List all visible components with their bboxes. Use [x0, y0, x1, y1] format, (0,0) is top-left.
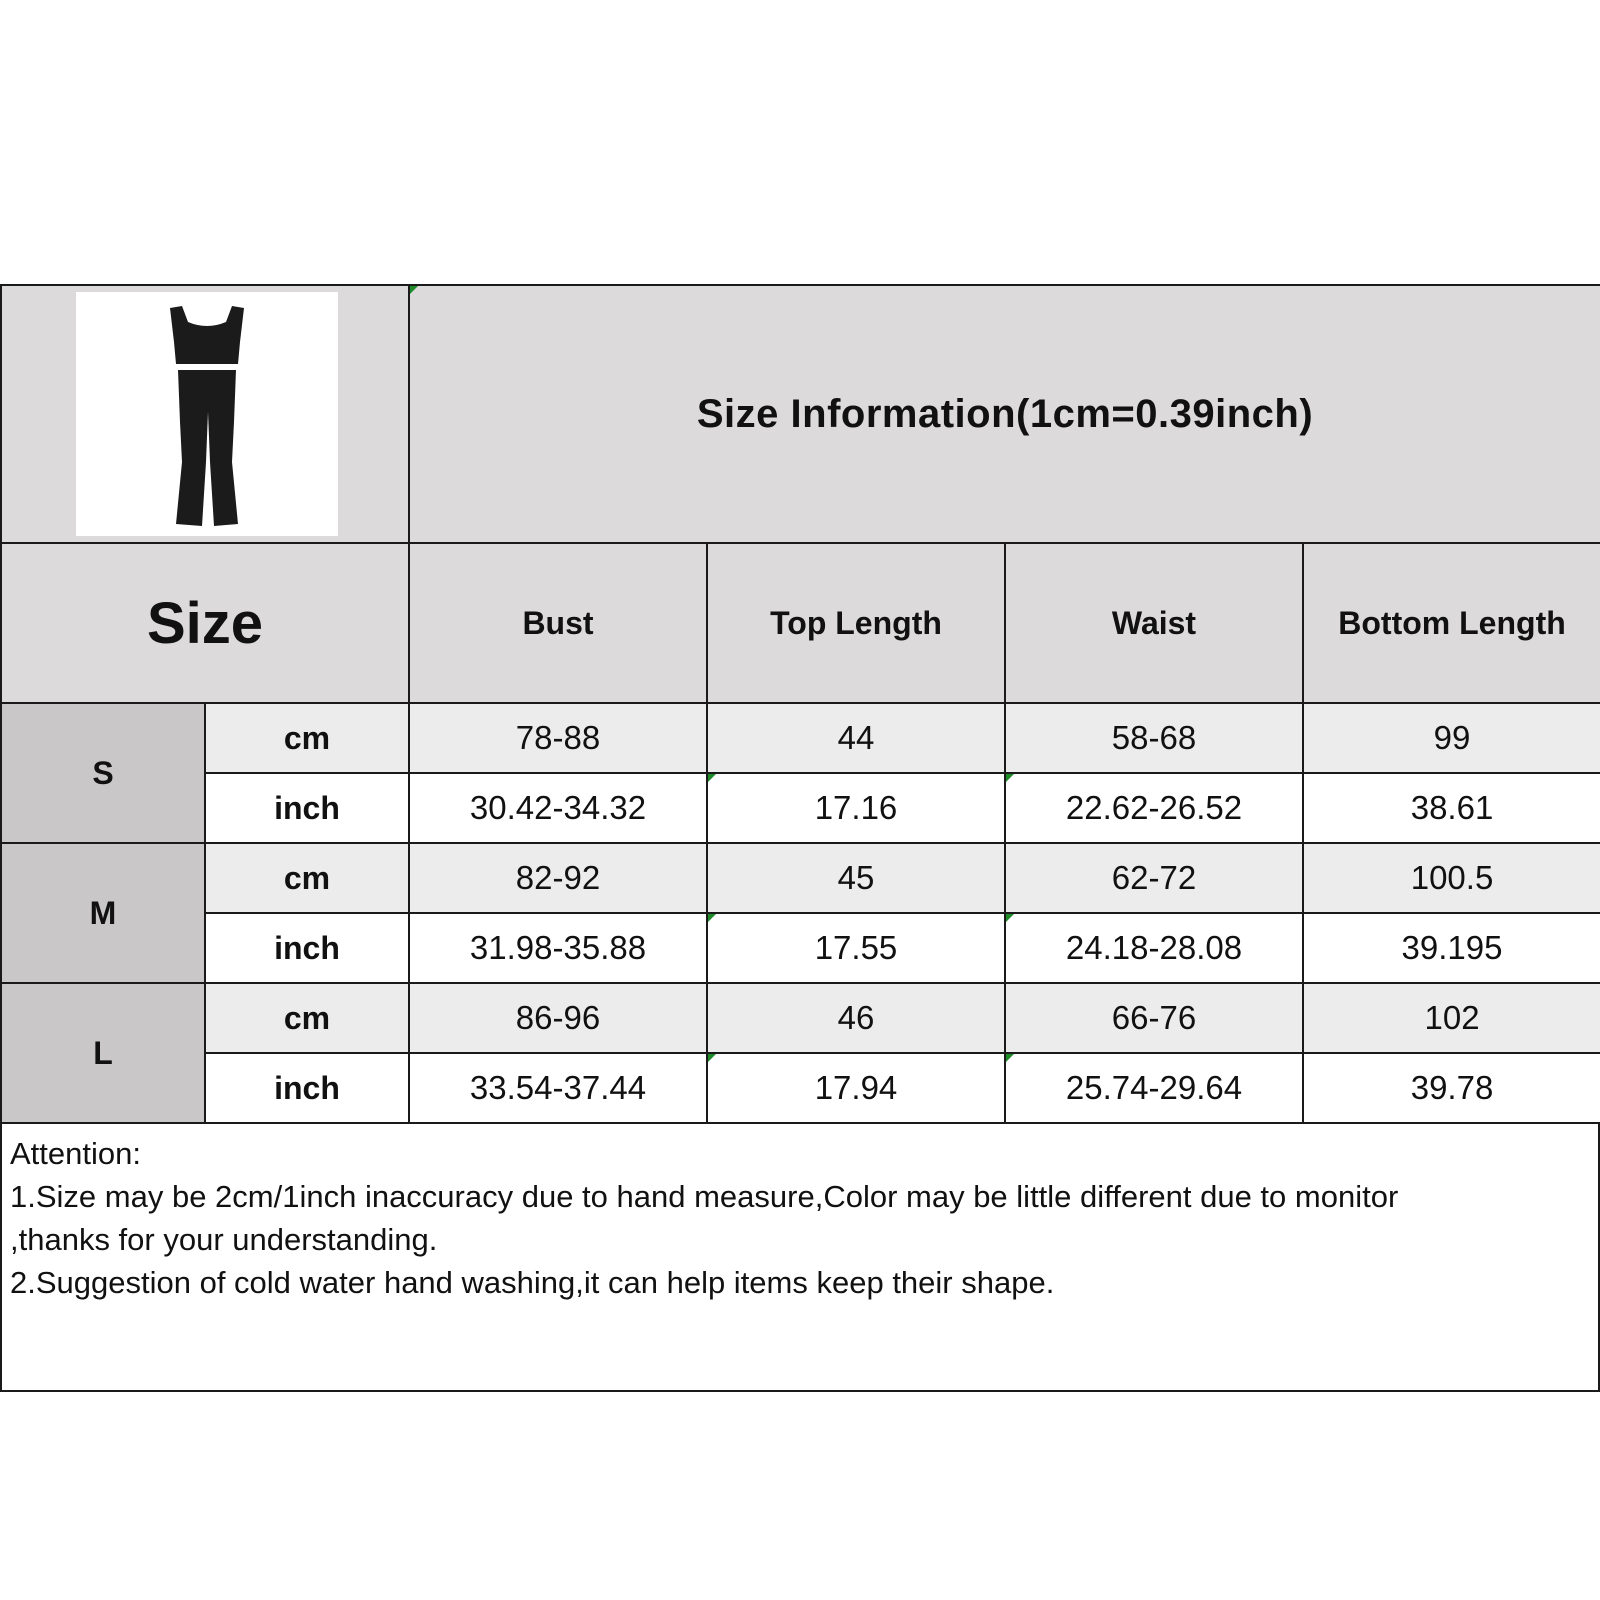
table-row [1, 983, 1600, 1053]
unit-label: cm [205, 843, 409, 913]
top-length-value: 17.55 [707, 913, 1005, 983]
column-header-row [1, 543, 1600, 703]
note-line-2: ,thanks for your understanding. [10, 1222, 438, 1257]
waist-value: 22.62-26.52 [1005, 773, 1303, 843]
size-chart-table [0, 284, 1600, 1124]
top-length-value: 45 [707, 843, 1005, 913]
column-header-bottom-length: Bottom Length [1303, 543, 1600, 703]
note-line-3: 2.Suggestion of cold water hand washing,it can help items keep their shape. [10, 1265, 1055, 1300]
table-row [1, 913, 1600, 983]
title-row [1, 285, 1600, 543]
size-chart-sheet [0, 284, 1600, 1392]
waist-value: 58-68 [1005, 703, 1303, 773]
table-row [1, 843, 1600, 913]
product-image [76, 292, 338, 536]
size-label-s: S [1, 703, 205, 843]
note-line-1: 1.Size may be 2cm/1inch inaccuracy due to hand measure,Color may be little different due to monitor [10, 1179, 1399, 1214]
chart-title: Size Information(1cm=0.39inch) [409, 285, 1600, 543]
column-header-waist: Waist [1005, 543, 1303, 703]
bust-value: 78-88 [409, 703, 707, 773]
top-length-value: 17.94 [707, 1053, 1005, 1123]
bust-value: 30.42-34.32 [409, 773, 707, 843]
bust-value: 31.98-35.88 [409, 913, 707, 983]
unit-label: inch [205, 1053, 409, 1123]
product-image-cell [1, 285, 409, 543]
bottom-length-value: 38.61 [1303, 773, 1600, 843]
bust-value: 82-92 [409, 843, 707, 913]
unit-label: inch [205, 913, 409, 983]
top-length-value: 44 [707, 703, 1005, 773]
table-row [1, 703, 1600, 773]
size-label-l: L [1, 983, 205, 1123]
size-label-m: M [1, 843, 205, 983]
unit-label: inch [205, 773, 409, 843]
bottom-length-value: 39.78 [1303, 1053, 1600, 1123]
attention-notes [0, 1124, 1600, 1392]
waist-value: 24.18-28.08 [1005, 913, 1303, 983]
unit-label: cm [205, 983, 409, 1053]
table-row [1, 773, 1600, 843]
bust-value: 33.54-37.44 [409, 1053, 707, 1123]
size-header: Size [1, 543, 409, 703]
bottom-length-value: 99 [1303, 703, 1600, 773]
bottom-length-value: 39.195 [1303, 913, 1600, 983]
waist-value: 62-72 [1005, 843, 1303, 913]
bottom-length-value: 102 [1303, 983, 1600, 1053]
attention-heading: Attention: [10, 1136, 141, 1171]
waist-value: 66-76 [1005, 983, 1303, 1053]
black-crop-top-and-flare-pants-icon [162, 302, 252, 534]
unit-label: cm [205, 703, 409, 773]
waist-value: 25.74-29.64 [1005, 1053, 1303, 1123]
bottom-length-value: 100.5 [1303, 843, 1600, 913]
top-length-value: 46 [707, 983, 1005, 1053]
column-header-top-length: Top Length [707, 543, 1005, 703]
table-row [1, 1053, 1600, 1123]
top-length-value: 17.16 [707, 773, 1005, 843]
bust-value: 86-96 [409, 983, 707, 1053]
column-header-bust: Bust [409, 543, 707, 703]
